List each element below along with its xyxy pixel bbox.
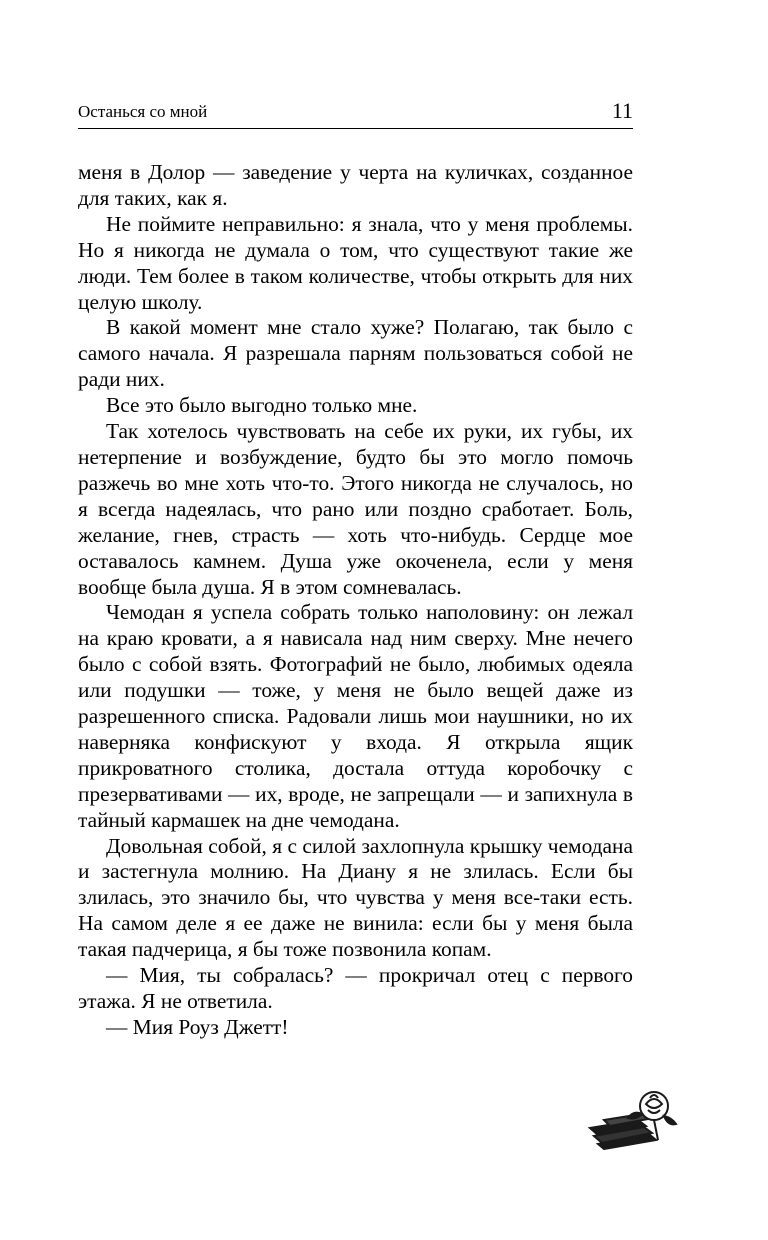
- running-title: Останься со мной: [78, 102, 208, 121]
- paragraph: Довольная собой, я с силой захлопнула крышку чемодана и застегнула молнию. На Диану я не злилась. Если бы злилась, это значило бы, что чувства у меня все-таки есть. На самом деле я ее даже не винила: если бы у меня была такая падчерица, я бы тоже позвонила копам.: [78, 833, 633, 962]
- paragraph: Все это было выгодно только мне.: [106, 393, 418, 418]
- paragraph: Чемодан я успела собрать только наполовину: он лежал на краю кровати, а я нависала над ним сверху. Мне нечего было с собой взять. Фотографий не было, любимых одеяла или подушки — тоже, у меня не было вещей даже из разрешенного списка. Радовали лишь мои наушники, но их наверняка конфискуют у входа. Я открыла ящик прикроватного столика, достала оттуда коробочку с презервативами — их, вроде, не запрещали — и запихнула в тайный кармашек на дне чемодана.: [78, 600, 633, 832]
- paragraph: меня в Долор — заведение у черта на куличках, созданное для таких, как я.: [78, 160, 633, 210]
- paragraph: Не поймите неправильно: я знала, что у меня проблемы. Но я никогда не думала о том, что существуют такие же люди. Тем более в таком количестве, чтобы открыть для них целую школу.: [78, 211, 633, 314]
- paragraph: Так хотелось чувствовать на себе их руки, их губы, их нетерпение и возбуждение, будто бы это могло помочь разжечь во мне хоть что-то. Этого никогда не случалось, но я всегда надеялась, что рано или поздно сработает. Боль, желание, гнев, страсть — хоть что-нибудь. Сердце мое оставалось камнем. Душа уже окоченела, если у меня вообще была душа. Я в этом сомневалась.: [78, 419, 633, 599]
- running-header: [78, 98, 633, 129]
- page-number: 11: [611, 98, 633, 123]
- dialogue-line: — Мия Роуз Джетт!: [106, 1014, 289, 1039]
- body-text: [78, 160, 633, 1041]
- books-and-rose-icon: [584, 1078, 680, 1150]
- dialogue-line: — Мия, ты собралась? — прокричал отец с первого этажа. Я не ответила.: [78, 963, 633, 1013]
- paragraph: В какой момент мне стало хуже? Полагаю, так было с самого начала. Я разрешала парням пользоваться собой не ради них.: [78, 315, 633, 392]
